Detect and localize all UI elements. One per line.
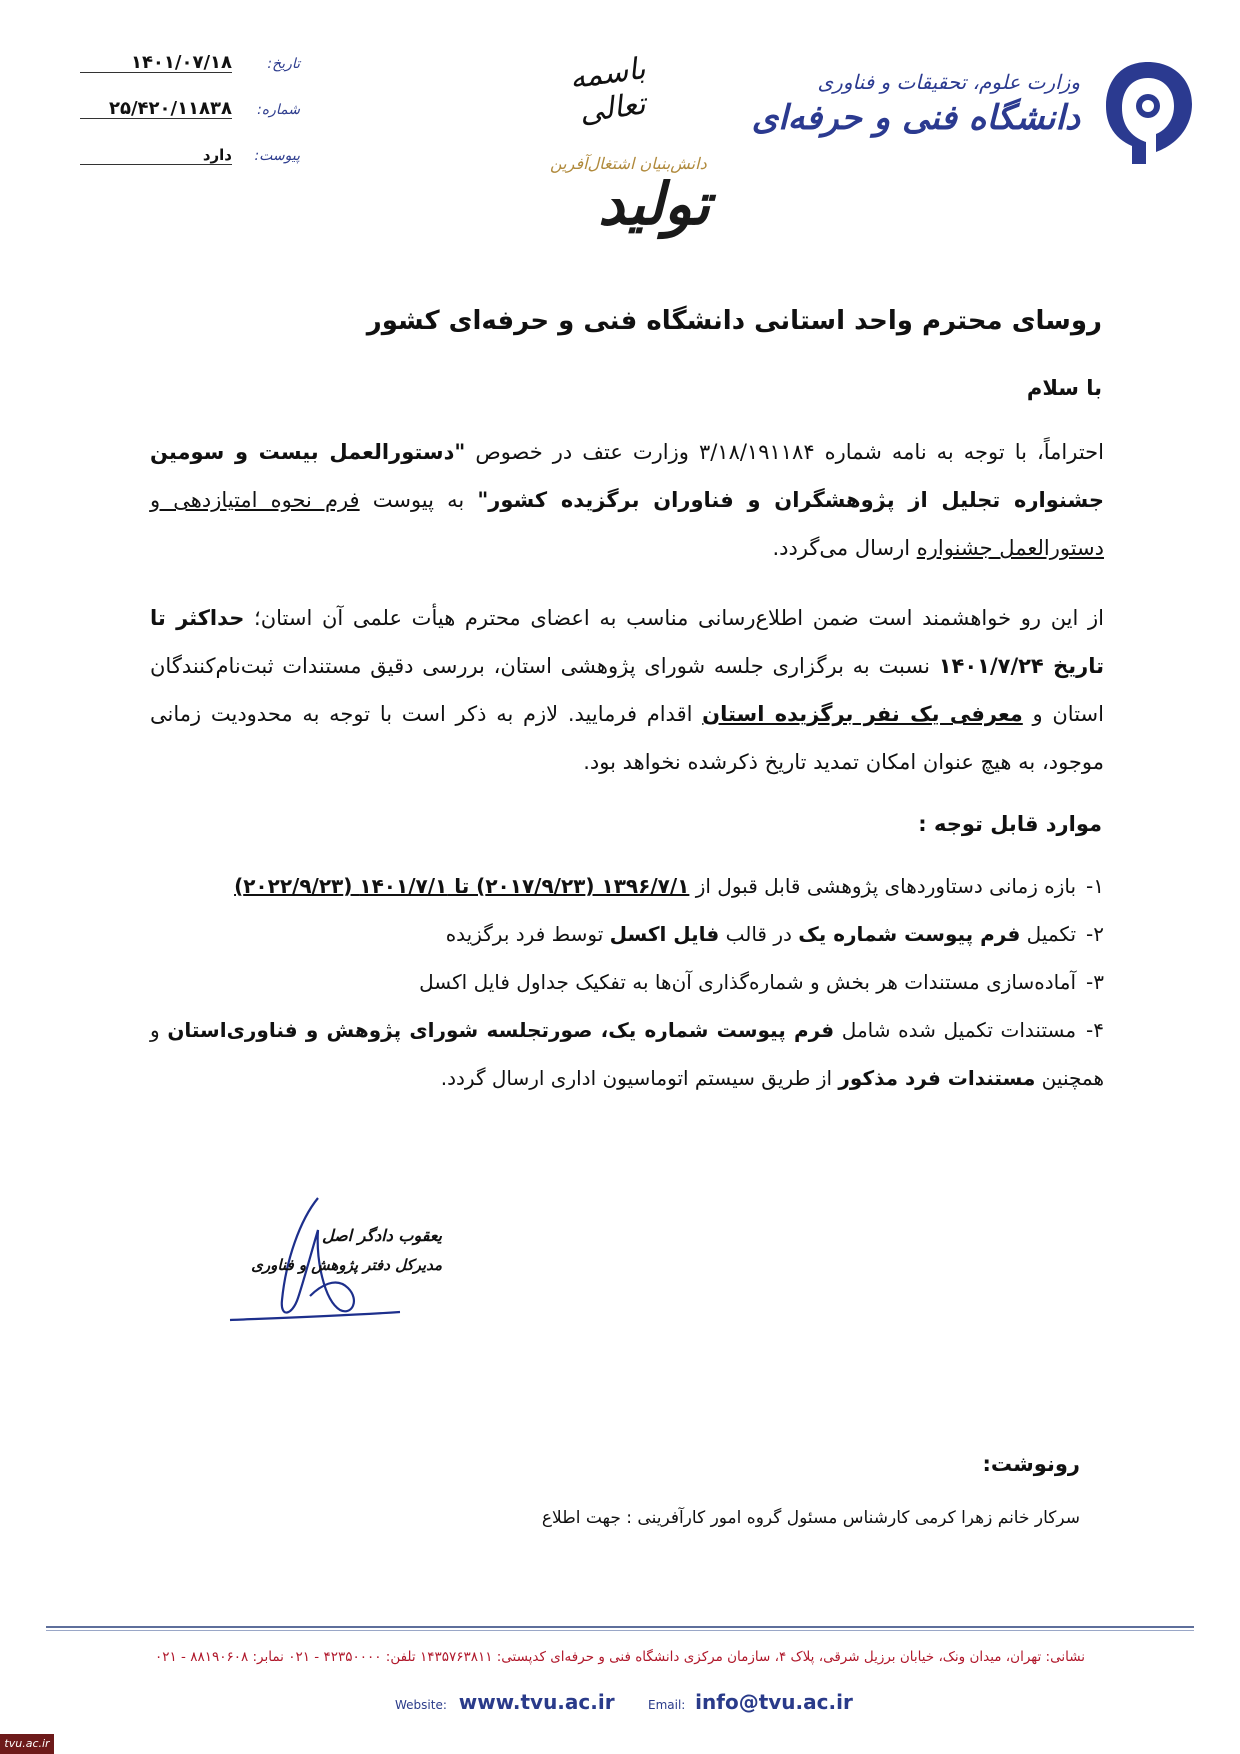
greeting: با سلام <box>1026 376 1102 400</box>
note-text: مستندات تکمیل شده شامل <box>834 1018 1077 1042</box>
date-row <box>80 52 300 80</box>
note-text: تکمیل <box>1020 922 1077 946</box>
note-date-range: ۱۳۹۶/۷/۱ (۲۰۱۷/۹/۲۳) تا ۱۴۰۱/۷/۱ (۲۰۲۲/۹/۲۳) <box>234 874 690 898</box>
note-number: ۱- <box>1086 874 1104 898</box>
note-bold: فرم پیوست شماره یک، صورتجلسه شورای پژوهش و فناوری‌استان <box>167 1018 835 1042</box>
p2-text-e: اقدام فرمایید. لازم به ذکر است با توجه به محدودیت زمانی موجود، به هیچ عنوان امکان تمدید تاریخ ذکرشده نخواهد بود. <box>150 702 1104 774</box>
number-label: شماره: <box>257 102 300 118</box>
slogan-small-text: دانش‌بنیان اشتغال‌آفرین <box>550 154 707 173</box>
note-item-4 <box>150 1006 1104 1102</box>
note-number: ۲- <box>1086 922 1104 946</box>
number-value: ۲۵/۴۲۰/۱۱۸۳۸ <box>108 98 232 119</box>
ministry-name: وزارت علوم، تحقیقات و فناوری <box>817 70 1080 94</box>
signatory-title: مدیرکل دفتر پژوهش و فناوری <box>251 1256 442 1274</box>
note-bold: فرم پیوست شماره یک <box>798 922 1021 946</box>
signatory-name: یعقوب دادگر اصل <box>321 1226 442 1245</box>
date-value: ۱۴۰۱/۰۷/۱۸ <box>130 52 232 73</box>
note-bold: فایل اکسل <box>609 922 720 946</box>
number-underline <box>80 118 232 119</box>
note-text: آماده‌سازی مستندات هر بخش و شماره‌گذاری آن‌ها به تفکیک جداول فایل اکسل <box>419 970 1077 994</box>
note-number: ۴- <box>1086 1018 1105 1042</box>
attachment-row <box>80 148 300 172</box>
paragraph-1 <box>150 428 1104 572</box>
p2-text-a: از این رو خواهشمند است ضمن اطلاع‌رسانی مناسب به اعضای محترم هیأت علمی آن استان؛ <box>244 606 1104 630</box>
note-text: از طریق سیستم اتوماسیون اداری ارسال گردد. <box>440 1066 839 1090</box>
note-item-1 <box>150 862 1104 910</box>
notes-heading: موارد قابل توجه : <box>918 812 1102 836</box>
footer-divider <box>46 1626 1194 1628</box>
date-underline <box>80 72 232 73</box>
footer-email <box>648 1690 853 1714</box>
website-label: Website: <box>395 1698 447 1712</box>
note-item-2 <box>150 910 1104 958</box>
note-number: ۳- <box>1086 970 1104 994</box>
slogan-big-text: تولید <box>598 170 710 238</box>
note-item-3 <box>150 958 1104 1006</box>
number-row <box>80 98 300 126</box>
p2-text-c: نسبت به برگزاری جلسه شورای پژوهشی استان، بررسی دقیق مستندات ثبت‌نام‌کنندگان استان و <box>150 654 1104 726</box>
university-name: دانشگاه فنی و حرفه‌ای <box>751 98 1080 138</box>
note-text: توسط فرد برگزیده <box>445 922 610 946</box>
p1-text-c: به پیوست <box>359 488 478 512</box>
footer-website <box>395 1690 615 1714</box>
paragraph-2 <box>150 594 1104 786</box>
slogan-calligraphy <box>540 140 710 250</box>
note-text: و همچنین <box>150 1018 1104 1090</box>
note-text: بازه زمانی دستاوردهای پژوهشی قابل قبول از <box>689 874 1077 898</box>
recipient-title: روسای محترم واحد استانی دانشگاه فنی و حرفه‌ای کشور <box>366 306 1102 336</box>
p2-nominee: معرفی یک نفر برگزیده استان <box>702 702 1023 726</box>
email-link[interactable]: info@tvu.ac.ir <box>695 1690 853 1714</box>
attachment-label: پیوست: <box>254 148 300 164</box>
p1-text-e: ارسال می‌گردد. <box>772 536 917 560</box>
university-logo-text <box>752 70 1080 138</box>
email-label: Email: <box>648 1698 686 1712</box>
p1-attachment-link: فرم نحوه امتیازدهی و دستورالعمل جشنواره <box>150 488 1104 560</box>
footer-address: نشانی: تهران، میدان ونک، خیابان برزیل شرقی، پلاک ۴، سازمان مرکزی دانشگاه فنی و حرفه‌ای کدپستی: ۱۴۳۵۷۶۳۸۱۱ تلفن: ۴۲۳۵۰۰۰۰ - ۰۲۱ نمابر: ۸۸۱۹۰۶۰۸ - ۰۲۱ <box>154 1649 1086 1665</box>
attachment-value: دارد <box>202 146 232 164</box>
cc-heading: رونوشت: <box>982 1452 1080 1476</box>
footer-divider-thin <box>46 1630 1194 1631</box>
p2-deadline: حداکثر تا تاریخ ۱۴۰۱/۷/۲۴ <box>150 606 1104 678</box>
note-bold: مستندات فرد مذکور <box>838 1066 1036 1090</box>
date-label: تاریخ: <box>267 56 300 72</box>
website-link[interactable]: www.tvu.ac.ir <box>458 1690 615 1714</box>
bism-calligraphy: باسمه تعالی <box>567 51 648 131</box>
cc-recipient: سرکار خانم زهرا کرمی کارشناس مسئول گروه امور کارآفرینی : جهت اطلاع <box>541 1508 1080 1528</box>
attachment-underline <box>80 164 232 165</box>
p1-festival-name: "دستورالعمل بیست و سومین جشنواره تجلیل از پژوهشگران و فناوران برگزیده کشور" <box>150 440 1104 512</box>
note-text: در قالب <box>719 922 799 946</box>
p1-text-a: احتراماً، با توجه به نامه شماره ۳/۱۸/۱۹۱۱۸۴ وزارت عتف در خصوص <box>465 440 1104 464</box>
university-logo-icon <box>1098 56 1198 168</box>
site-badge[interactable]: tvu.ac.ir <box>0 1734 54 1754</box>
